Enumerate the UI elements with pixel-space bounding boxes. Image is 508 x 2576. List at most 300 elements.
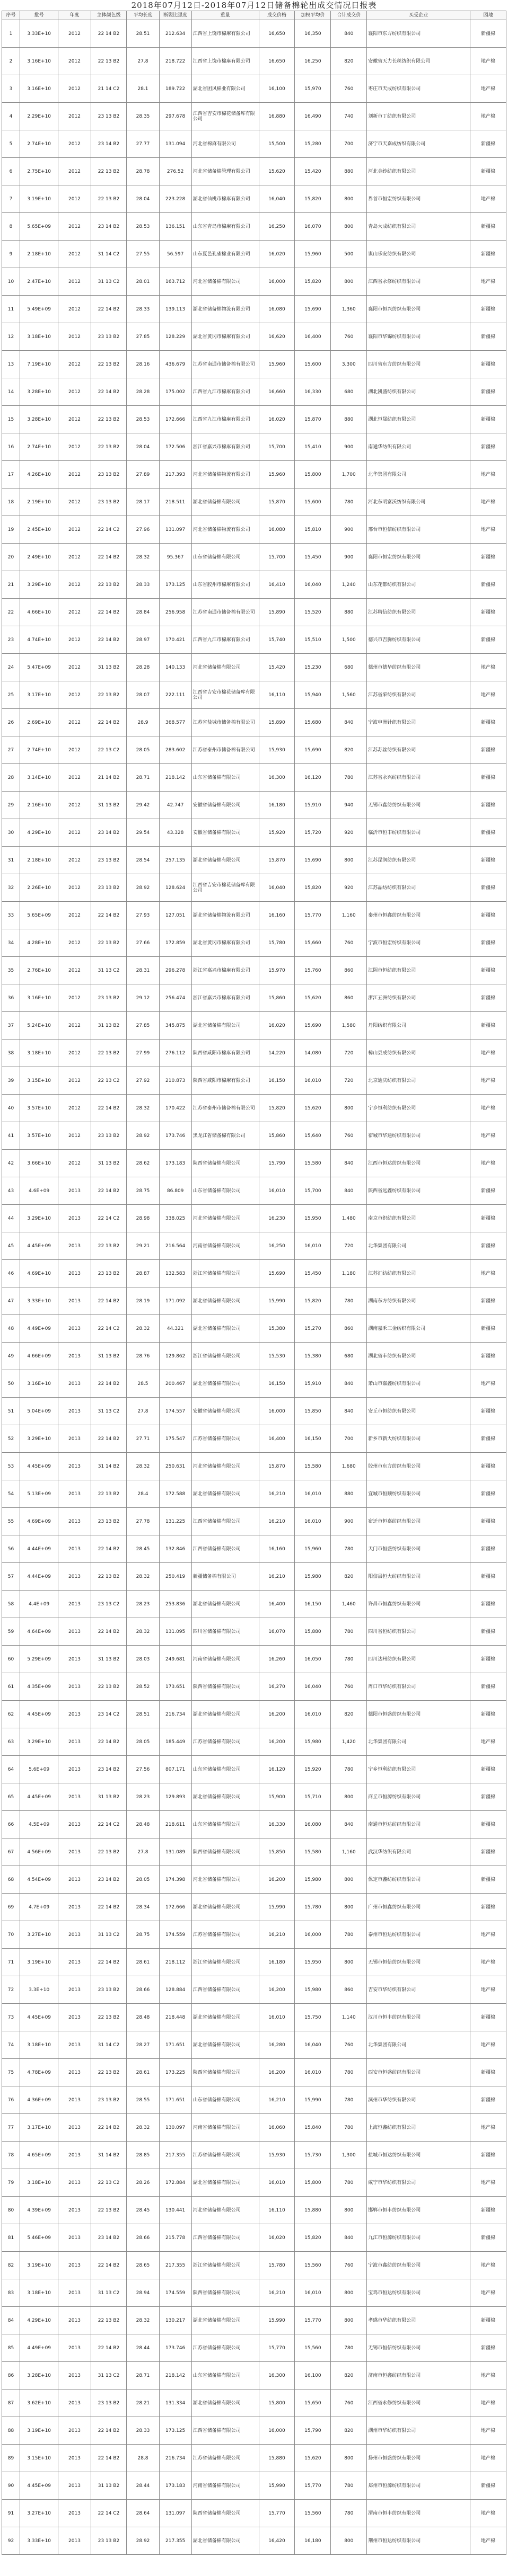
- cell-warehouse: 江西省九江市棉麻有限公司: [191, 406, 259, 433]
- cell-grade: 22 13 B2: [91, 48, 127, 75]
- cell-year: 2013: [58, 1728, 91, 1756]
- cell-year: 2013: [58, 2362, 91, 2390]
- cell-price: 16,200: [259, 2059, 295, 2086]
- cell-seq: 29: [2, 792, 20, 819]
- cell-year: 2013: [58, 1894, 91, 1921]
- cell-micronaire: 250.631: [159, 1453, 191, 1480]
- cell-seq: 39: [2, 1067, 20, 1095]
- cell-avg-price: 15,820: [295, 268, 331, 296]
- cell-price: 16,260: [259, 1646, 295, 1673]
- cell-seq: 72: [2, 1976, 20, 2004]
- cell-origin: 新疆棉: [470, 2472, 506, 2500]
- cell-batch: 4.78E+09: [20, 2059, 58, 2086]
- table-row: [2, 1095, 506, 1122]
- cell-seq: 23: [2, 626, 20, 654]
- cell-avg-price: 16,040: [295, 571, 331, 599]
- cell-buyer: 北华集团有限公司: [367, 1232, 470, 1260]
- cell-total: 840: [331, 1398, 367, 1425]
- cell-micronaire: 200.467: [159, 1370, 191, 1398]
- cell-price: 16,150: [259, 1067, 295, 1095]
- cell-avg-price: 15,280: [295, 130, 331, 158]
- cell-buyer: 四川达州纺织有限公司: [367, 1646, 470, 1673]
- cell-year: 2012: [58, 681, 91, 709]
- cell-seq: 80: [2, 2197, 20, 2224]
- cell-avg-price: 16,010: [295, 2059, 331, 2086]
- cell-buyer: 北华集团有限公司: [367, 2031, 470, 2059]
- cell-length: 28.45: [127, 2197, 159, 2224]
- cell-length: 28.16: [127, 351, 159, 378]
- cell-buyer: 湖北恒晟纺织有限公司: [367, 406, 470, 433]
- cell-price: 15,820: [259, 1095, 295, 1122]
- cell-length: 28.32: [127, 1095, 159, 1122]
- cell-year: 2012: [58, 654, 91, 681]
- cell-price: 16,300: [259, 764, 295, 792]
- cell-batch: 4.64E+09: [20, 1618, 58, 1646]
- cell-warehouse: 河南省储备棉有限公司: [191, 1646, 259, 1673]
- cell-total: 780: [331, 2059, 367, 2086]
- cell-avg-price: 15,770: [295, 2307, 331, 2334]
- cell-seq: 59: [2, 1618, 20, 1646]
- cell-price: 16,200: [259, 1701, 295, 1728]
- cell-batch: 3.16E+10: [20, 75, 58, 103]
- cell-origin: 新疆棉: [470, 1701, 506, 1728]
- cell-warehouse: 湖北省储备棉有限公司: [191, 2307, 259, 2334]
- cell-warehouse: 安徽省储备棉有限公司: [191, 819, 259, 847]
- cell-price: 16,000: [259, 2417, 295, 2445]
- cell-origin: 地产棉: [470, 2169, 506, 2197]
- cell-micronaire: 171.651: [159, 2031, 191, 2059]
- cell-price: 16,250: [259, 1232, 295, 1260]
- cell-year: 2012: [58, 406, 91, 433]
- cell-micronaire: 215.778: [159, 2224, 191, 2252]
- cell-total: 780: [331, 764, 367, 792]
- cell-avg-price: 15,720: [295, 819, 331, 847]
- cell-buyer: 南通华纺织有限公司: [367, 433, 470, 461]
- cell-grade: 22 14 B2: [91, 1949, 127, 1976]
- cell-price: 16,400: [259, 1591, 295, 1618]
- cell-year: 2013: [58, 1701, 91, 1728]
- cell-seq: 81: [2, 2224, 20, 2252]
- cell-grade: 23 13 B2: [91, 103, 127, 130]
- cell-length: 27.85: [127, 323, 159, 351]
- cell-total: 700: [331, 130, 367, 158]
- cell-micronaire: 174.398: [159, 1866, 191, 1894]
- cell-origin: 地产棉: [470, 2527, 506, 2555]
- cell-batch: 3.57E+10: [20, 1095, 58, 1122]
- cell-year: 2013: [58, 1811, 91, 1838]
- cell-buyer: 江苏昆润纺织有限公司: [367, 847, 470, 874]
- cell-warehouse: 山东省储备棉有限公司: [191, 2362, 259, 2390]
- cell-year: 2013: [58, 2169, 91, 2197]
- cell-origin: 新疆棉: [470, 1480, 506, 1508]
- cell-length: 28.32: [127, 1563, 159, 1591]
- cell-grade: 22 13 B2: [91, 2307, 127, 2334]
- cell-year: 2013: [58, 1535, 91, 1563]
- cell-warehouse: 湖北省储备棉物流有限公司: [191, 902, 259, 929]
- cell-total: 1,300: [331, 2142, 367, 2169]
- cell-length: 27.55: [127, 241, 159, 268]
- cell-buyer: 湖南嘉禾三金纺织有限公司: [367, 1315, 470, 1343]
- table-row: [2, 1976, 506, 2004]
- cell-micronaire: 132.846: [159, 1535, 191, 1563]
- cell-avg-price: 15,450: [295, 544, 331, 571]
- cell-year: 2012: [58, 241, 91, 268]
- cell-origin: 新疆棉: [470, 323, 506, 351]
- cell-buyer: 滨州市华纺织有限公司: [367, 2086, 470, 2114]
- cell-seq: 35: [2, 957, 20, 984]
- cell-warehouse: 河北省储备棉物流有限公司: [191, 461, 259, 488]
- cell-micronaire: 56.597: [159, 241, 191, 268]
- cell-origin: 新疆棉: [470, 1012, 506, 1040]
- cell-avg-price: 16,040: [295, 2031, 331, 2059]
- cell-buyer: 青岛大成纺织有限公司: [367, 213, 470, 241]
- cell-total: 1,240: [331, 571, 367, 599]
- table-row: [2, 1673, 506, 1701]
- cell-warehouse: 湖北省储备棉有限公司: [191, 488, 259, 516]
- cell-micronaire: 170.422: [159, 1095, 191, 1122]
- cell-buyer: 新乡市新大纺织有限公司: [367, 1425, 470, 1453]
- cell-micronaire: 173.746: [159, 1122, 191, 1150]
- table-row: [2, 2500, 506, 2527]
- cell-price: 15,930: [259, 736, 295, 764]
- cell-total: 780: [331, 488, 367, 516]
- cell-total: 720: [331, 1067, 367, 1095]
- cell-origin: 新疆棉: [470, 1866, 506, 1894]
- table-row: [2, 433, 506, 461]
- cell-batch: 2.26E+10: [20, 874, 58, 902]
- cell-grade: 31 13 B2: [91, 1150, 127, 1177]
- cell-price: 16,660: [259, 378, 295, 406]
- cell-year: 2012: [58, 461, 91, 488]
- cell-avg-price: 15,960: [295, 1535, 331, 1563]
- cell-avg-price: 16,010: [295, 2279, 331, 2307]
- cell-price: 16,010: [259, 2004, 295, 2031]
- cell-grade: 23 13 B2: [91, 1976, 127, 2004]
- cell-grade: 22 14 B2: [91, 1535, 127, 1563]
- cell-grade: 31 13 B2: [91, 1646, 127, 1673]
- cell-year: 2013: [58, 1205, 91, 1232]
- table-row: [2, 957, 506, 984]
- cell-year: 2012: [58, 571, 91, 599]
- cell-year: 2012: [58, 185, 91, 213]
- cell-total: 860: [331, 957, 367, 984]
- cell-origin: 地产棉: [470, 2500, 506, 2527]
- cell-warehouse: 湖北省储备棉有限公司: [191, 2169, 259, 2197]
- cell-avg-price: 15,950: [295, 1205, 331, 1232]
- cell-seq: 89: [2, 2445, 20, 2472]
- table-row: [2, 323, 506, 351]
- cell-grade: 22 14 B2: [91, 1618, 127, 1646]
- cell-avg-price: 15,650: [295, 2390, 331, 2417]
- cell-year: 2012: [58, 433, 91, 461]
- cell-seq: 32: [2, 874, 20, 902]
- cell-micronaire: 128.624: [159, 874, 191, 902]
- cell-batch: 5.29E+09: [20, 1646, 58, 1673]
- cell-year: 2013: [58, 2279, 91, 2307]
- cell-buyer: 萧山市嘉鑫纺织有限公司: [367, 1370, 470, 1398]
- cell-micronaire: 130.217: [159, 2307, 191, 2334]
- cell-buyer: 江阴市恒纺织有限公司: [367, 957, 470, 984]
- cell-total: 840: [331, 1811, 367, 1838]
- cell-price: 15,420: [259, 654, 295, 681]
- cell-length: 28.48: [127, 2004, 159, 2031]
- cell-price: 15,890: [259, 599, 295, 626]
- cell-warehouse: 浙江省储备棉有限公司: [191, 2252, 259, 2279]
- cell-batch: 3.33E+10: [20, 2527, 58, 2555]
- cell-price: 15,790: [259, 1150, 295, 1177]
- cell-buyer: 周口市华纺织有限公司: [367, 1673, 470, 1701]
- cell-avg-price: 15,820: [295, 185, 331, 213]
- cell-length: 28.52: [127, 1673, 159, 1701]
- cell-price: 16,200: [259, 1866, 295, 1894]
- cell-price: 16,080: [259, 296, 295, 323]
- cell-grade: 31 14 C2: [91, 241, 127, 268]
- cell-year: 2012: [58, 323, 91, 351]
- cell-avg-price: 16,010: [295, 1701, 331, 1728]
- cell-length: 27.96: [127, 516, 159, 544]
- cell-micronaire: 130.441: [159, 2197, 191, 2224]
- cell-origin: 地产棉: [470, 681, 506, 709]
- cell-avg-price: 15,410: [295, 433, 331, 461]
- cell-origin: 地产棉: [470, 1370, 506, 1398]
- cell-warehouse: 江苏省储备棉有限公司: [191, 2445, 259, 2472]
- cell-grade: 23 13 B2: [91, 1122, 127, 1150]
- cell-micronaire: 223.228: [159, 185, 191, 213]
- cell-batch: 5.49E+09: [20, 296, 58, 323]
- cell-seq: 83: [2, 2279, 20, 2307]
- cell-origin: 地产棉: [470, 1040, 506, 1067]
- cell-seq: 55: [2, 1508, 20, 1535]
- header-avg-price: 加权平均价: [295, 11, 331, 20]
- cell-warehouse: 山东省胶州市棉麻有限公司: [191, 571, 259, 599]
- cell-avg-price: 15,690: [295, 736, 331, 764]
- cell-total: 920: [331, 874, 367, 902]
- cell-length: 28.31: [127, 957, 159, 984]
- cell-grade: 22 13 B2: [91, 1838, 127, 1866]
- cell-year: 2012: [58, 957, 91, 984]
- cell-batch: 3.16E+10: [20, 1370, 58, 1398]
- cell-batch: 2.74E+10: [20, 736, 58, 764]
- cell-origin: 地产棉: [470, 103, 506, 130]
- table-row: [2, 1618, 506, 1646]
- cell-batch: 2.19E+10: [20, 488, 58, 516]
- cell-buyer: 安丘市恒纺织有限公司: [367, 1398, 470, 1425]
- cell-batch: 4.69E+10: [20, 1260, 58, 1287]
- cell-price: 16,020: [259, 1012, 295, 1040]
- cell-grade: 22 14 B2: [91, 1370, 127, 1398]
- cell-length: 29.12: [127, 984, 159, 1012]
- cell-batch: 3.18E+10: [20, 2279, 58, 2307]
- cell-warehouse: 江西省上饶市棉麻有限公司: [191, 20, 259, 48]
- cell-grade: 23 14 B2: [91, 819, 127, 847]
- cell-grade: 22 14 C2: [91, 1811, 127, 1838]
- cell-buyer: 济南市恒鑫纺织有限公司: [367, 2362, 470, 2390]
- cell-total: 680: [331, 1343, 367, 1370]
- table-row: [2, 929, 506, 957]
- cell-year: 2013: [58, 2527, 91, 2555]
- cell-length: 28.33: [127, 296, 159, 323]
- cell-price: 16,250: [259, 213, 295, 241]
- cell-grade: 31 13 B2: [91, 2472, 127, 2500]
- cell-seq: 40: [2, 1095, 20, 1122]
- cell-price: 14,220: [259, 1040, 295, 1067]
- cell-price: 16,020: [259, 241, 295, 268]
- cell-micronaire: 86.809: [159, 1177, 191, 1205]
- cell-origin: 新疆棉: [470, 1646, 506, 1673]
- cell-seq: 43: [2, 1177, 20, 1205]
- cell-length: 28.65: [127, 2252, 159, 2279]
- cell-avg-price: 16,490: [295, 103, 331, 130]
- cell-grade: 31 13 C2: [91, 268, 127, 296]
- cell-length: 28.51: [127, 1701, 159, 1728]
- cell-seq: 8: [2, 213, 20, 241]
- cell-micronaire: 276.52: [159, 158, 191, 185]
- cell-grade: 23 13 B2: [91, 461, 127, 488]
- cell-year: 2013: [58, 1756, 91, 1783]
- cell-origin: 新疆棉: [470, 1315, 506, 1343]
- cell-micronaire: 296.278: [159, 957, 191, 984]
- cell-warehouse: 陕西省储备棉有限公司: [191, 1838, 259, 1866]
- cell-length: 28.62: [127, 1150, 159, 1177]
- cell-avg-price: 15,880: [295, 1618, 331, 1646]
- cell-length: 28.51: [127, 20, 159, 48]
- cell-length: 28.4: [127, 1480, 159, 1508]
- cell-grade: 23 13 B2: [91, 488, 127, 516]
- cell-batch: 2.69E+10: [20, 709, 58, 736]
- cell-seq: 31: [2, 847, 20, 874]
- cell-total: 680: [331, 378, 367, 406]
- cell-year: 2012: [58, 103, 91, 130]
- cell-avg-price: 15,600: [295, 488, 331, 516]
- cell-grade: 22 13 B2: [91, 1232, 127, 1260]
- cell-batch: 4.56E+09: [20, 1838, 58, 1866]
- table-row: [2, 764, 506, 792]
- cell-seq: 15: [2, 406, 20, 433]
- cell-batch: 3.19E+10: [20, 185, 58, 213]
- cell-year: 2013: [58, 1425, 91, 1453]
- cell-seq: 87: [2, 2390, 20, 2417]
- cell-warehouse: 江苏省储备棉有限公司: [191, 2334, 259, 2362]
- cell-seq: 19: [2, 516, 20, 544]
- cell-grade: 22 14 C2: [91, 1315, 127, 1343]
- cell-warehouse: 江苏省南通市储备棉有限公司: [191, 351, 259, 378]
- table-row: [2, 2307, 506, 2334]
- cell-micronaire: 368.577: [159, 709, 191, 736]
- cell-price: 16,420: [259, 2527, 295, 2555]
- table-row: [2, 874, 506, 902]
- cell-total: 840: [331, 1177, 367, 1205]
- cell-warehouse: 湖北省储备棉物流有限公司: [191, 296, 259, 323]
- cell-avg-price: 15,580: [295, 1150, 331, 1177]
- cell-buyer: 天门市恒盛纺织有限公司: [367, 1535, 470, 1563]
- cell-micronaire: 257.135: [159, 847, 191, 874]
- table-row: [2, 1260, 506, 1287]
- cell-seq: 2: [2, 48, 20, 75]
- cell-length: 27.89: [127, 461, 159, 488]
- cell-year: 2012: [58, 130, 91, 158]
- cell-year: 2012: [58, 764, 91, 792]
- cell-length: 28.26: [127, 2169, 159, 2197]
- cell-batch: 4.66E+09: [20, 1343, 58, 1370]
- cell-batch: 3.15E+10: [20, 1067, 58, 1095]
- table-row: [2, 709, 506, 736]
- cell-price: 16,280: [259, 2031, 295, 2059]
- cell-year: 2012: [58, 874, 91, 902]
- cell-price: 16,210: [259, 2086, 295, 2114]
- cell-grade: 22 14 B2: [91, 626, 127, 654]
- cell-length: 28.53: [127, 406, 159, 433]
- cell-micronaire: 43.328: [159, 819, 191, 847]
- table-row: [2, 75, 506, 103]
- cell-warehouse: 湖北省储备棉有限公司: [191, 1315, 259, 1343]
- cell-year: 2013: [58, 2224, 91, 2252]
- cell-grade: 22 14 B2: [91, 599, 127, 626]
- cell-warehouse: 浙江省储备棉有限公司: [191, 1949, 259, 1976]
- cell-warehouse: 湖北省储备棉有限公司: [191, 1287, 259, 1315]
- cell-micronaire: 218.142: [159, 2362, 191, 2390]
- table-row: [2, 1177, 506, 1205]
- cell-avg-price: 15,560: [295, 2252, 331, 2279]
- cell-year: 2013: [58, 1260, 91, 1287]
- cell-micronaire: 218.722: [159, 48, 191, 75]
- cell-price: 16,100: [259, 75, 295, 103]
- cell-warehouse: 湖北省黄冈市棉麻有限公司: [191, 929, 259, 957]
- cell-price: 15,930: [259, 2142, 295, 2169]
- table-row: [2, 1067, 506, 1095]
- cell-origin: 地产棉: [470, 1976, 506, 2004]
- header-warehouse: 重量: [191, 11, 259, 20]
- cell-seq: 16: [2, 433, 20, 461]
- cell-micronaire: 175.547: [159, 1425, 191, 1453]
- cell-year: 2012: [58, 1067, 91, 1095]
- cell-micronaire: 173.746: [159, 2334, 191, 2362]
- table-row: [2, 1012, 506, 1040]
- cell-price: 15,860: [259, 1122, 295, 1150]
- cell-warehouse: 安徽省储备棉有限公司: [191, 792, 259, 819]
- header-origin: 园地: [470, 11, 506, 20]
- cell-length: 28.87: [127, 1260, 159, 1287]
- cell-batch: 5.46E+09: [20, 2224, 58, 2252]
- cell-length: 28.97: [127, 626, 159, 654]
- cell-total: 920: [331, 819, 367, 847]
- cell-grade: 23 13 B2: [91, 2527, 127, 2555]
- cell-origin: 新疆棉: [470, 2307, 506, 2334]
- cell-year: 2013: [58, 1480, 91, 1508]
- cell-seq: 54: [2, 1480, 20, 1508]
- cell-total: 1,420: [331, 1728, 367, 1756]
- cell-origin: 新疆棉: [470, 2334, 506, 2362]
- cell-micronaire: 131.094: [159, 130, 191, 158]
- cell-avg-price: 15,800: [295, 2169, 331, 2197]
- cell-origin: 地产棉: [470, 654, 506, 681]
- cell-length: 28.92: [127, 1122, 159, 1150]
- cell-grade: 31 13 C2: [91, 1398, 127, 1425]
- cell-warehouse: 新疆储备棉有限公司: [191, 1563, 259, 1591]
- cell-seq: 84: [2, 2307, 20, 2334]
- cell-avg-price: 15,880: [295, 2197, 331, 2224]
- cell-grade: 31 13 B2: [91, 1783, 127, 1811]
- cell-length: 28.98: [127, 1205, 159, 1232]
- cell-micronaire: 172.666: [159, 406, 191, 433]
- cell-length: 28.35: [127, 103, 159, 130]
- cell-avg-price: 15,380: [295, 1343, 331, 1370]
- table-row: [2, 1756, 506, 1783]
- cell-grade: 23 14 B2: [91, 1756, 127, 1783]
- cell-avg-price: 16,350: [295, 20, 331, 48]
- cell-price: 16,010: [259, 1177, 295, 1205]
- cell-buyer: 德阳市恒盛纺织有限公司: [367, 1701, 470, 1728]
- cell-avg-price: 15,920: [295, 1756, 331, 1783]
